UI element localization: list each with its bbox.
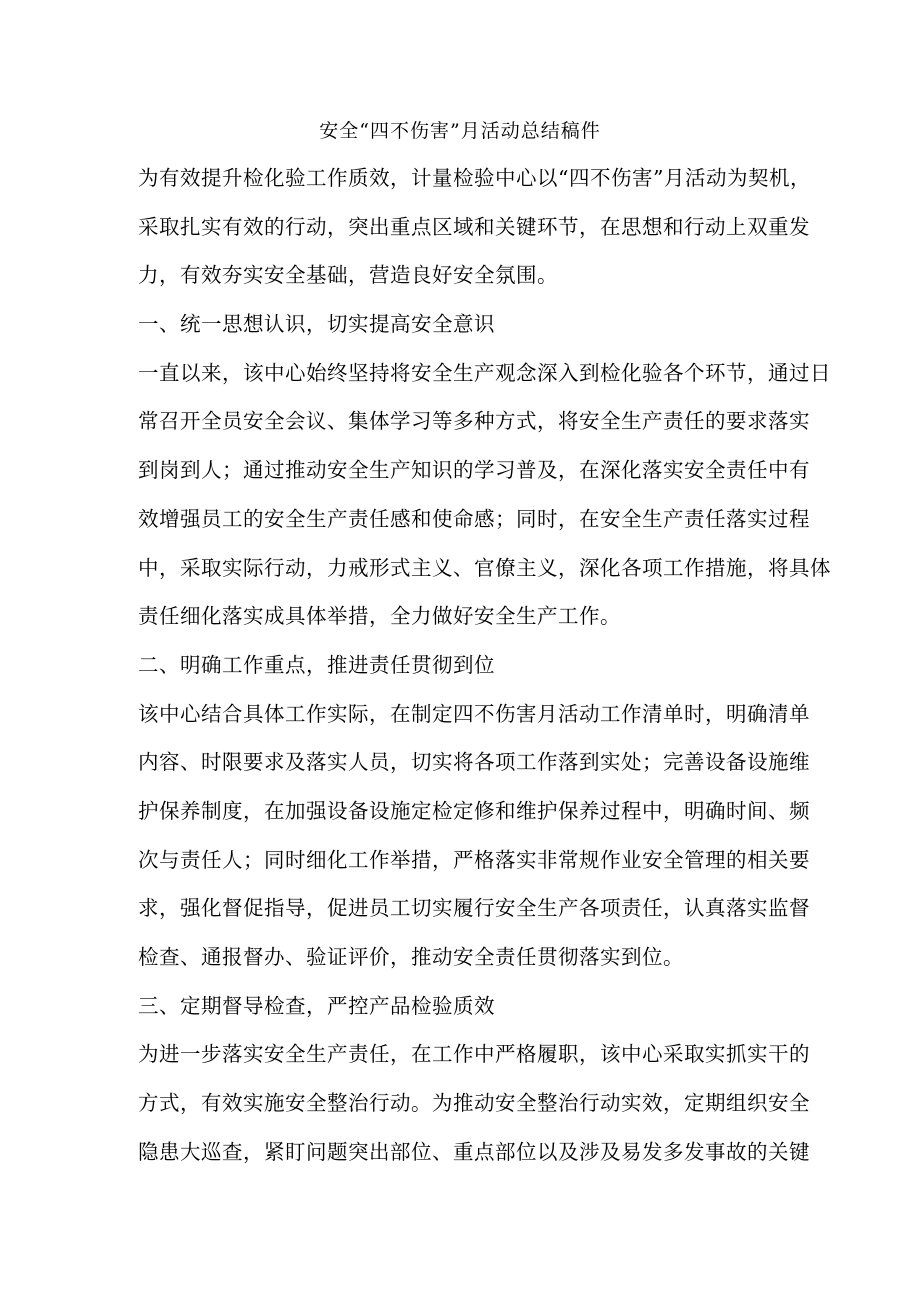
intro-line-3: 力，有效夯实安全基础，营造良好安全氛围。 xyxy=(138,263,558,288)
document-body xyxy=(138,161,831,1183)
section-3-line-3: 隐患大巡查，紧盯问题突出部位、重点部位以及涉及易发多发事故的关键 xyxy=(138,1139,810,1164)
section-2-line-3: 护保养制度，在加强设备设施定检定修和维护保养过程中，明确时间、频 xyxy=(138,798,810,823)
section-1-line-3: 到岗到人；通过推动安全生产知识的学习普及，在深化落实安全责任中有 xyxy=(138,458,810,483)
section-1-line-1: 一直以来，该中心始终坚持将安全生产观念深入到检化验各个环节，通过日 xyxy=(138,360,831,385)
section-2-line-2: 内容、时限要求及落实人员，切实将各项工作落到实处；完善设备设施维 xyxy=(138,750,810,775)
section-heading-3: 三、定期督导检查，严控产品检验质效 xyxy=(138,993,495,1018)
section-2-line-5: 求，强化督促指导，促进员工切实履行安全生产各项责任，认真落实监督 xyxy=(138,896,810,921)
document-title: 安全“四不伤害”月活动总结稿件 xyxy=(319,120,601,142)
section-1-line-2: 常召开全员安全会议、集体学习等多种方式，将安全生产责任的要求落实 xyxy=(138,409,810,434)
section-2-line-6: 检查、通报督办、验证评价，推动安全责任贯彻落实到位。 xyxy=(138,945,684,969)
section-3-line-2: 方式，有效实施安全整治行动。为推动安全整治行动实效，定期组织安全 xyxy=(138,1091,810,1116)
section-1-line-6: 责任细化落实成具体举措，全力做好安全生产工作。 xyxy=(138,604,621,629)
section-heading-1: 一、统一思想认识，切实提高安全意识 xyxy=(138,312,495,337)
intro-line-1: 为有效提升检化验工作质效，计量检验中心以“四不伤害”月活动为契机， xyxy=(138,166,811,190)
section-1-line-5: 中，采取实际行动，力戒形式主义、官僚主义，深化各项工作措施，将具体 xyxy=(138,555,831,580)
section-heading-2: 二、明确工作重点，推进责任贯彻到位 xyxy=(138,652,495,677)
section-1-line-4: 效增强员工的安全生产责任感和使命感；同时，在安全生产责任落实过程 xyxy=(138,506,810,531)
section-3-line-1: 为进一步落实安全生产责任，在工作中严格履职，该中心采取实抓实干的 xyxy=(138,1042,810,1067)
section-2-line-1: 该中心结合具体工作实际，在制定四不伤害月活动工作清单时，明确清单 xyxy=(138,701,810,726)
section-2-line-4: 次与责任人；同时细化工作举措，严格落实非常规作业安全管理的相关要 xyxy=(138,847,810,872)
intro-line-2: 采取扎实有效的行动，突出重点区域和关键环节，在思想和行动上双重发 xyxy=(138,214,810,239)
